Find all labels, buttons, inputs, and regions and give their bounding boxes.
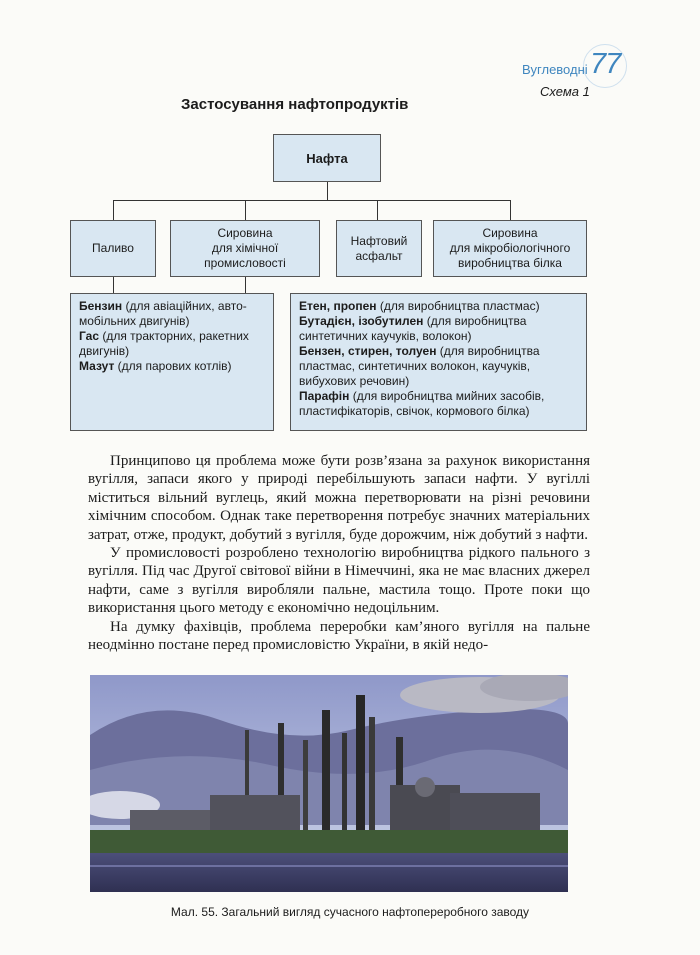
paragraph: У промисловості розроблено технологію виробництва рідкого пального з вугілля. Під час Другої світової війни в Німеччині, яка не має власних джерел нафти, саме з вугілля виробляли пальне, мастила тощо. Проте поки що використання цього методу є економічно недоцільним. <box>88 545 590 617</box>
item-text: (для тракторних, ракетних <box>99 329 249 343</box>
list-item <box>79 299 265 329</box>
item-name: Бензен, стирен, толуен <box>299 344 437 358</box>
scheme-label: Схема 1 <box>540 84 590 99</box>
paragraph: На думку фахівців, проблема переробки кам’яного вугілля на пальне неодмінно постане перед промисловістю України, в якій недо- <box>88 618 590 654</box>
list-item <box>79 359 265 374</box>
root-box-oil <box>273 134 381 182</box>
item-name: Мазут <box>79 359 115 373</box>
item-text: вибухових речовин) <box>299 374 410 388</box>
item-name: Парафін <box>299 389 350 403</box>
connector-fuel-list <box>113 277 114 293</box>
category-line: асфальт <box>355 248 403 263</box>
connector-root-down <box>327 182 328 200</box>
category-label: Паливо <box>92 241 134 255</box>
category-box-microbiological <box>433 220 587 277</box>
item-text: пластмас, синтетичних волокон, каучуків, <box>299 359 531 373</box>
item-name: Гас <box>79 329 99 343</box>
category-box-chemical-raw <box>170 220 320 277</box>
connector-asphalt <box>377 200 378 220</box>
category-box-asphalt <box>336 220 422 277</box>
list-item <box>299 299 578 314</box>
connector-chem <box>245 200 246 220</box>
item-name: Бензин <box>79 299 123 313</box>
item-name: Бутадієн, ізобутилен <box>299 314 424 328</box>
category-line: Сировина <box>482 226 538 240</box>
item-text: двигунів) <box>79 344 130 358</box>
list-item <box>299 389 578 419</box>
item-text: (для виробництва <box>423 314 527 328</box>
category-line: Нафтовий <box>350 233 408 248</box>
connector-chem-list <box>245 277 246 293</box>
category-line: для мікробіологічного <box>449 241 571 255</box>
item-text: (для авіаційних, авто- <box>122 299 247 313</box>
item-text: пластифікаторів, свічок, кормового білка) <box>299 404 530 418</box>
chemical-list-box <box>290 293 587 431</box>
fuel-list-box <box>70 293 274 431</box>
root-label: Нафта <box>306 150 348 166</box>
section-title: Вуглеводні <box>522 62 588 77</box>
category-line: виробництва білка <box>458 256 562 270</box>
body-text <box>88 452 590 654</box>
item-text: мобільних двигунів) <box>79 314 190 328</box>
list-item <box>299 344 578 389</box>
page-number: 77 <box>590 48 621 80</box>
scheme-title: Застосування нафтопродуктів <box>181 96 409 113</box>
list-item <box>79 329 265 359</box>
item-text: (для парових котлів) <box>114 359 232 373</box>
paragraph: Принципово ця проблема може бути розв’язана за рахунок використання вугілля, запаси якого у природі перебільшують запаси нафти. У вугіллі міститься вільний вуглець, який можна перетворювати на різні речовини хімічним способом. Однак таке перетворення потребує значних матеріальних затрат, отже, продукт, добутий з вугілля, буде дорожчим, ніж добутий з нафти. <box>88 453 590 543</box>
item-text: (для виробництва <box>436 344 540 358</box>
category-box-fuel <box>70 220 156 277</box>
refinery-photo <box>90 675 568 892</box>
item-text: (для виробництва мийних засобів, <box>349 389 545 403</box>
connector-fuel <box>113 200 114 220</box>
list-item <box>299 314 578 344</box>
item-name: Етен, пропен <box>299 299 377 313</box>
item-text: (для виробництва пластмас) <box>376 299 540 313</box>
figure-caption: Мал. 55. Загальний вигляд сучасного нафтопереробного заводу <box>170 905 530 919</box>
item-text: синтетичних каучуків, волокон) <box>299 329 472 343</box>
connector-bio <box>510 200 511 220</box>
connector-horizontal <box>113 200 511 201</box>
category-line: Сировина <box>217 226 273 240</box>
category-line: промисловості <box>204 256 286 270</box>
category-line: для хімічної <box>211 241 279 255</box>
